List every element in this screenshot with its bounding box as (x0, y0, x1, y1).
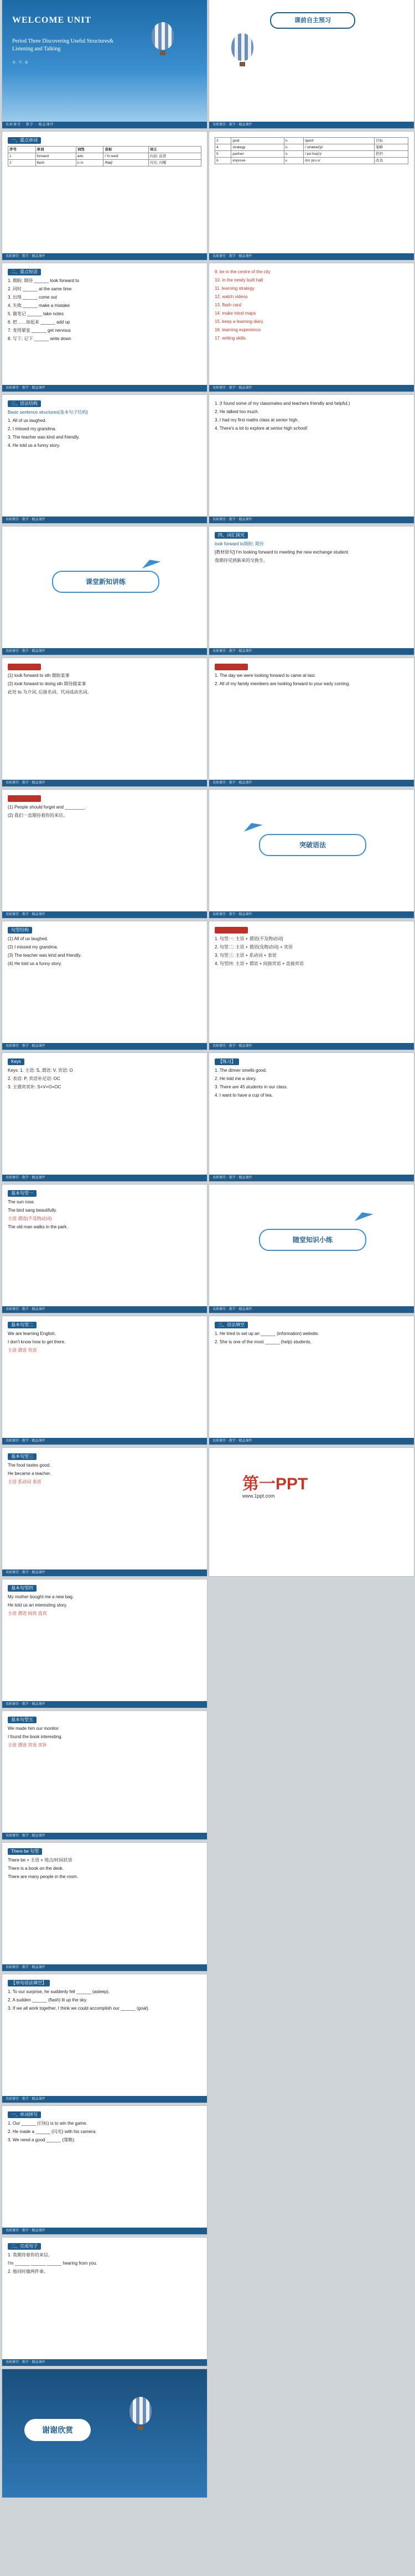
table-row (215, 138, 408, 144)
slide-footer: 名师课堂 · 教学 · 精品课件 (2, 122, 207, 128)
section-banner: 课前自主预习 (270, 12, 355, 29)
cell: /ɪmˈpruːv/ (303, 158, 374, 164)
list-item: 12. watch videos (215, 294, 248, 299)
list-item: 3. The teacher was kind and friendly. (8, 435, 80, 440)
slide-class-practice-banner[interactable] (209, 1185, 414, 1313)
section-tag: 基本句型三 (8, 1453, 37, 1460)
cell: forward (35, 153, 76, 160)
slide-grammar-fill[interactable] (209, 1316, 414, 1445)
cell: n. (284, 144, 303, 151)
list-item: 2. He told me a story. (215, 1076, 257, 1081)
cell: 6 (215, 158, 231, 164)
list-item: 1. All of us laughed. (8, 418, 46, 423)
list-item: 6. 把……加起来 ______ add up (8, 320, 70, 325)
list-item: (2) look forward to doing sth 期待做某事 (8, 681, 86, 686)
section-tag: 基本句型四 (8, 1585, 37, 1592)
cell: n. (284, 138, 303, 144)
slide-footer: 名师课堂 · 教学 · 精品课件 (2, 253, 207, 260)
slide-footer: 名师课堂 · 教学 · 精品课件 (2, 1569, 207, 1576)
slide-vocab-explore[interactable] (209, 526, 414, 655)
hot-air-balloon-icon (231, 33, 253, 61)
slide-footer: 名师课堂 · 教学 · 精品课件 (2, 2359, 207, 2366)
vocab-table (215, 137, 408, 164)
slide-footer: 名师课堂 · 教学 · 精品课件 (209, 122, 414, 128)
list-item: There are many people in the room. (8, 1874, 79, 1879)
list-item: (3) The teacher was kind and friendly. (8, 953, 82, 958)
slide-confusion[interactable] (2, 790, 207, 918)
slide-footer: 名师课堂 · 教学 · 精品课件 (209, 780, 414, 786)
cell: 5 (215, 151, 231, 158)
section-tag: There be 句型 (8, 1848, 42, 1855)
section-tag: 【即学活用】 (215, 664, 248, 670)
slide-footer: 名师课堂 · 教学 · 精品课件 (2, 2096, 207, 2103)
list-item: He told us an interesting story. (8, 1603, 68, 1608)
list-item: 2. 他同时做两件事。 (8, 2269, 48, 2274)
col-header: 序号 (8, 147, 36, 153)
section-tag: 基本句型一 (8, 1190, 37, 1197)
paper-plane-icon (242, 820, 262, 832)
list-item: 主语 谓语(不及物动词) (8, 1216, 52, 1221)
cell: 3 (215, 138, 231, 144)
slide-practice[interactable] (209, 658, 414, 786)
slide-footer: 名师课堂 · 教学 · 精品课件 (2, 517, 207, 523)
slide-footer: 名师课堂 · 教学 · 精品课件 (209, 253, 414, 260)
section-tag: Keys (8, 1058, 24, 1065)
slide-footer: 名师课堂 · 教学 · 精品课件 (2, 911, 207, 918)
slide-fill-blank[interactable] (2, 1974, 207, 2103)
slide-phrases-2[interactable] (209, 263, 414, 392)
list-item: 3. 句型三: 主语 + 系动词 + 表语 (215, 953, 277, 958)
cell: v. (284, 158, 303, 164)
slide-footer: 名师课堂 · 教学 · 精品课件 (209, 1043, 414, 1050)
cell: partner (231, 151, 284, 158)
list-item: 10. in the newly built hall (215, 278, 263, 283)
slide-footer: 名师课堂 · 教学 · 精品课件 (209, 517, 414, 523)
paper-plane-icon (352, 1209, 373, 1221)
cell: 改善 (374, 158, 408, 164)
slide-there-be[interactable] (2, 1843, 207, 1971)
slide-footer: 名师课堂 · 教学 · 精品课件 (209, 1175, 414, 1181)
slide-spelling[interactable] (2, 2106, 207, 2234)
list-item: 4. I want to have a cup of tea. (215, 1093, 273, 1098)
section-tag: 一、重点单词 (8, 137, 41, 144)
list-item: 主语 谓语 间宾 直宾 (8, 1611, 47, 1616)
cell: /ɡəʊl/ (303, 138, 374, 144)
slide-thanks[interactable] (2, 2369, 207, 2497)
list-item: (2) I missed my grandma. (8, 945, 58, 950)
list-item: 1. 期盼; 期待 ______ look forward to (8, 278, 79, 283)
slide-footer: 名师课堂 · 教学 · 精品课件 (2, 648, 207, 655)
cell: goal (231, 138, 284, 144)
list-item: (1) People should forget and ________. (8, 805, 86, 810)
section-tag: 三、语法结构 (8, 400, 41, 407)
list-item: 3. We need a good ______ (策略). (8, 2137, 76, 2142)
slide-structures-2[interactable] (209, 395, 414, 523)
list-item: There is a book on the desk. (8, 1866, 64, 1871)
slide-complete[interactable] (2, 2238, 207, 2366)
section-tag: 【易混辨析】 (8, 795, 41, 802)
list-item: He became a teacher. (8, 1471, 51, 1476)
section-banner: 突破语法 (259, 834, 366, 856)
list-item: 1. (I found some of my classmates and teachers friendly and helpful.) (215, 401, 350, 406)
section-tag: 一、单词拼写 (8, 2111, 41, 2118)
hot-air-balloon-icon (152, 22, 174, 50)
list-item: 7. 变得紧张 ______ get nervous (8, 328, 71, 333)
slide-footer: 名师课堂 · 教学 · 精品课件 (2, 1438, 207, 1445)
list-item: The sun rose. (8, 1200, 35, 1204)
list-item: The food tastes good. (8, 1463, 51, 1468)
brand-url: www.1ppt.com (242, 1493, 275, 1499)
cell: improve (231, 158, 284, 164)
col-header: 词义 (148, 147, 201, 153)
slide-structures[interactable] (2, 395, 207, 523)
list-item: I don't know how to get there. (8, 1339, 66, 1344)
table-row (215, 158, 408, 164)
slide-vocab-table[interactable] (2, 132, 207, 260)
list-item: (1) look forward to sth 期盼某事 (8, 673, 70, 678)
list-item: 3. 出现 ______ come out (8, 295, 57, 300)
list-item: 3. I had my first maths class at senior high. (215, 418, 299, 423)
section-banner: 随堂知识小练 (259, 1229, 366, 1251)
list-item: 3. If we all work together, I think we could accomplish our ______ (goal). (8, 2006, 149, 2011)
list-item: 1. He tried to set up an ______ (information) website. (215, 1331, 319, 1336)
list-item: 2. 同时 ______ at the same time (8, 286, 72, 291)
slide-footer: 名师课堂 · 教学 · 精品课件 (209, 1306, 414, 1313)
list-item: (1) All of us laughed. (8, 936, 48, 941)
list-item: 主语 谓语 宾语 (8, 1348, 37, 1353)
table-row (8, 153, 201, 160)
cell: flash (35, 160, 76, 166)
list-item: (4) He told us a funny story. (8, 961, 62, 966)
guide-note: 导 · 学 · 案 (12, 61, 28, 65)
list-item: Keys: 1. 主语: S, 谓语: V, 宾语: O (8, 1068, 73, 1073)
period-subtitle: Period Three Discovering Useful Structures& Listening and Talking (12, 38, 114, 52)
section-tag: 二、重点短语 (8, 269, 41, 275)
brand-logo: 第一PPT (242, 1475, 308, 1493)
list-item: 14. make mind maps (215, 311, 256, 316)
list-item: My mother bought me a new bag. (8, 1594, 74, 1599)
list-item: We are learning English. (8, 1331, 56, 1336)
list-item: The bird sang beautifully. (8, 1208, 57, 1213)
list-item: 2. She is one of the most ______ (help) students. (215, 1339, 312, 1344)
list-item: 2. 句型二: 主语 + 谓语(及物动词) + 宾语 (215, 945, 293, 950)
cell: 目标 (374, 138, 408, 144)
table-row (215, 151, 408, 158)
section-banner: 课堂新知讲练 (52, 571, 159, 593)
slide-new-knowledge[interactable] (2, 526, 207, 655)
left-column (2, 0, 207, 2501)
list-item: 17. writing skills (215, 336, 246, 341)
slide-footer: 名师课堂 · 教学 · 精品课件 (2, 1306, 207, 1313)
list-item: The old man walks in the park. (8, 1224, 68, 1229)
section-tag: 基本句型五 (8, 1717, 37, 1723)
list-item: 15. keep a learning diary (215, 319, 263, 324)
slide-phrases[interactable] (2, 263, 207, 392)
list-item: 主语 系动词 表语 (8, 1479, 42, 1484)
list-item: 2. 表语: P, 宾语补足语: OC (8, 1076, 60, 1081)
list-item: 2. He made a ______ (闪光) with his camera. (8, 2129, 97, 2134)
slide-footer: 名师课堂 · 教学 · 精品课件 (2, 1833, 207, 1839)
section-tag: 【练习】 (215, 1058, 239, 1065)
list-item: 此处 to 为介词, 后接名词、代词或动名词。 (8, 690, 92, 695)
slide-footer: 名师课堂 · 教学 · 精品课件 (2, 780, 207, 786)
list-item: 1. To our surprise, he suddenly fell ______ (asleep). (8, 1989, 110, 1994)
slide-footer: 名师课堂 · 教学 · 精品课件 (209, 911, 414, 918)
slide-footer: 名师课堂 · 教学 · 精品课件 (2, 1175, 207, 1181)
list-item: We made him our monitor. (8, 1726, 60, 1731)
section-tag: 【即学即练】 (215, 927, 248, 934)
section-title: Basic sentence structures(基本句子结构) (8, 410, 88, 415)
list-item: 1. Our ______ (目标) is to win the game. (8, 2121, 87, 2126)
cell: /ˈfɔːwəd/ (103, 153, 148, 160)
list-item: I'm ______ ______ ______ hearing from you. (8, 2261, 97, 2266)
list-item: 2. All of my family members are looking forward to your early coming. (215, 681, 350, 686)
slide-keys[interactable] (2, 1053, 207, 1181)
list-item: 13. flash card (215, 303, 242, 307)
cell: n./v. (76, 160, 103, 166)
thanks-label: 谢谢欣赏 (24, 2419, 91, 2441)
slide-svoo[interactable] (2, 1579, 207, 1708)
cell: n. (284, 151, 303, 158)
col-header: 音标 (103, 147, 148, 153)
slide-footer: 名师课堂 · 教学 · 精品课件 (209, 1438, 414, 1445)
list-item: 2. He talked too much. (215, 409, 260, 414)
cell: 2 (8, 160, 36, 166)
slide-footer: 名师课堂 · 教学 · 精品课件 (2, 1964, 207, 1971)
cell: adv. (76, 153, 103, 160)
list-item: 1. 句型一: 主语 + 谓语(不及物动词) (215, 936, 283, 941)
slide-usage[interactable] (2, 658, 207, 786)
list-item: 4. There's a lot to explore at senior high school! (215, 426, 308, 431)
slide-logo[interactable] (209, 1448, 414, 1576)
list-item: 3. 主谓宾宾补: S+V+O+OC (8, 1084, 61, 1089)
cell: 搭档 (374, 151, 408, 158)
slide-preview-banner[interactable] (209, 0, 414, 128)
list-item: 1. The dinner smells good. (215, 1068, 267, 1073)
slide-exercise[interactable] (209, 1053, 414, 1181)
cell: strategy (231, 144, 284, 151)
slide-footer: 名师课堂 · 教学 · 精品课件 (2, 1701, 207, 1708)
slide-sv[interactable] (2, 1185, 207, 1313)
cell: /flæʃ/ (103, 160, 148, 166)
list-item: 我期待见到新来的交换生。 (215, 558, 268, 563)
hot-air-balloon-icon (129, 2397, 152, 2424)
cell: 向前; 前进 (148, 153, 201, 160)
slide-title[interactable] (2, 0, 207, 128)
slide-pattern[interactable] (2, 921, 207, 1050)
list-item: 2. I missed my grandma. (8, 426, 56, 431)
slide-svo[interactable] (2, 1316, 207, 1445)
table-row (215, 144, 408, 151)
col-header: 单词 (35, 147, 76, 153)
unit-title: WELCOME UNIT (12, 15, 92, 25)
slide-footer: 名师课堂 · 教学 · 精品课件 (2, 385, 207, 392)
list-item: 4. 失败 ______ make a mistake (8, 303, 70, 308)
cell: 闪光; 闪耀 (148, 160, 201, 166)
section-tag: 句型结构 (8, 927, 32, 934)
slide-drill[interactable] (209, 921, 414, 1050)
cell: /ˈstrætədʒi/ (303, 144, 374, 151)
slide-footer: 名师课堂 · 教学 · 精品课件 (209, 385, 414, 392)
list-item: [教材原句] I'm looking forward to meeting the new exchange student. (215, 550, 349, 555)
slide-svooc[interactable] (2, 1711, 207, 1839)
col-header: 词性 (76, 147, 103, 153)
section-tag: 二、完成句子 (8, 2243, 41, 2250)
slide-footer: 名师课堂 · 教学 · 精品课件 (2, 1043, 207, 1050)
vocab-table (8, 146, 201, 166)
slide-grammar-banner[interactable] (209, 790, 414, 918)
table-row (8, 160, 201, 166)
slide-vocab-table-2[interactable] (209, 132, 414, 260)
list-item: 9. be in the centre of the city (215, 269, 271, 274)
section-tag: 四、词汇探究 (215, 532, 248, 539)
cell: /ˈpɑːtnə(r)/ (303, 151, 374, 158)
list-item: 5. 做笔记 ______ take notes (8, 311, 64, 316)
list-item: 4. He told us a funny story. (8, 443, 60, 448)
slide-svp[interactable] (2, 1448, 207, 1576)
list-item: 1. 我期待着你的来信。 (8, 2252, 53, 2257)
section-tag: 三、语法填空 (215, 1322, 248, 1328)
list-item: 16. learning experience (215, 327, 261, 332)
cell: 策略 (374, 144, 408, 151)
cell: 4 (215, 144, 231, 151)
list-item: 2. A sudden ______ (flash) lit up the sky. (8, 1998, 87, 2003)
slide-footer: 名师课堂 · 教学 · 精品课件 (2, 2228, 207, 2234)
list-item: I found the book interesting. (8, 1734, 63, 1739)
section-title: look forward to期盼; 期待 (215, 541, 264, 546)
list-item: 主语 谓语 宾语 宾补 (8, 1743, 47, 1748)
list-item: There be + 主语 + 地点/时间状语 (8, 1858, 72, 1863)
section-tag: 【用法详解】 (8, 664, 41, 670)
list-item: 3. There are 45 students in our class. (215, 1084, 288, 1089)
list-item: 8. 写下; 记下 ______ write down (8, 336, 71, 341)
list-item: 4. 句型四: 主语 + 谓语 + 间接宾语 + 直接宾语 (215, 961, 304, 966)
cell: 1 (8, 153, 36, 160)
paper-plane-icon (140, 556, 160, 569)
list-item: (2) 我们一直期待着你的来访。 (8, 813, 68, 818)
section-tag: 基本句型二 (8, 1322, 37, 1328)
list-item: 1. The day we were looking forward to came at last. (215, 673, 316, 678)
right-column (209, 0, 414, 1579)
section-tag: 【单句语法填空】 (8, 1980, 50, 1986)
list-item: 11. learning strategy (215, 286, 255, 291)
slide-footer: 名师课堂 · 教学 · 精品课件 (209, 648, 414, 655)
